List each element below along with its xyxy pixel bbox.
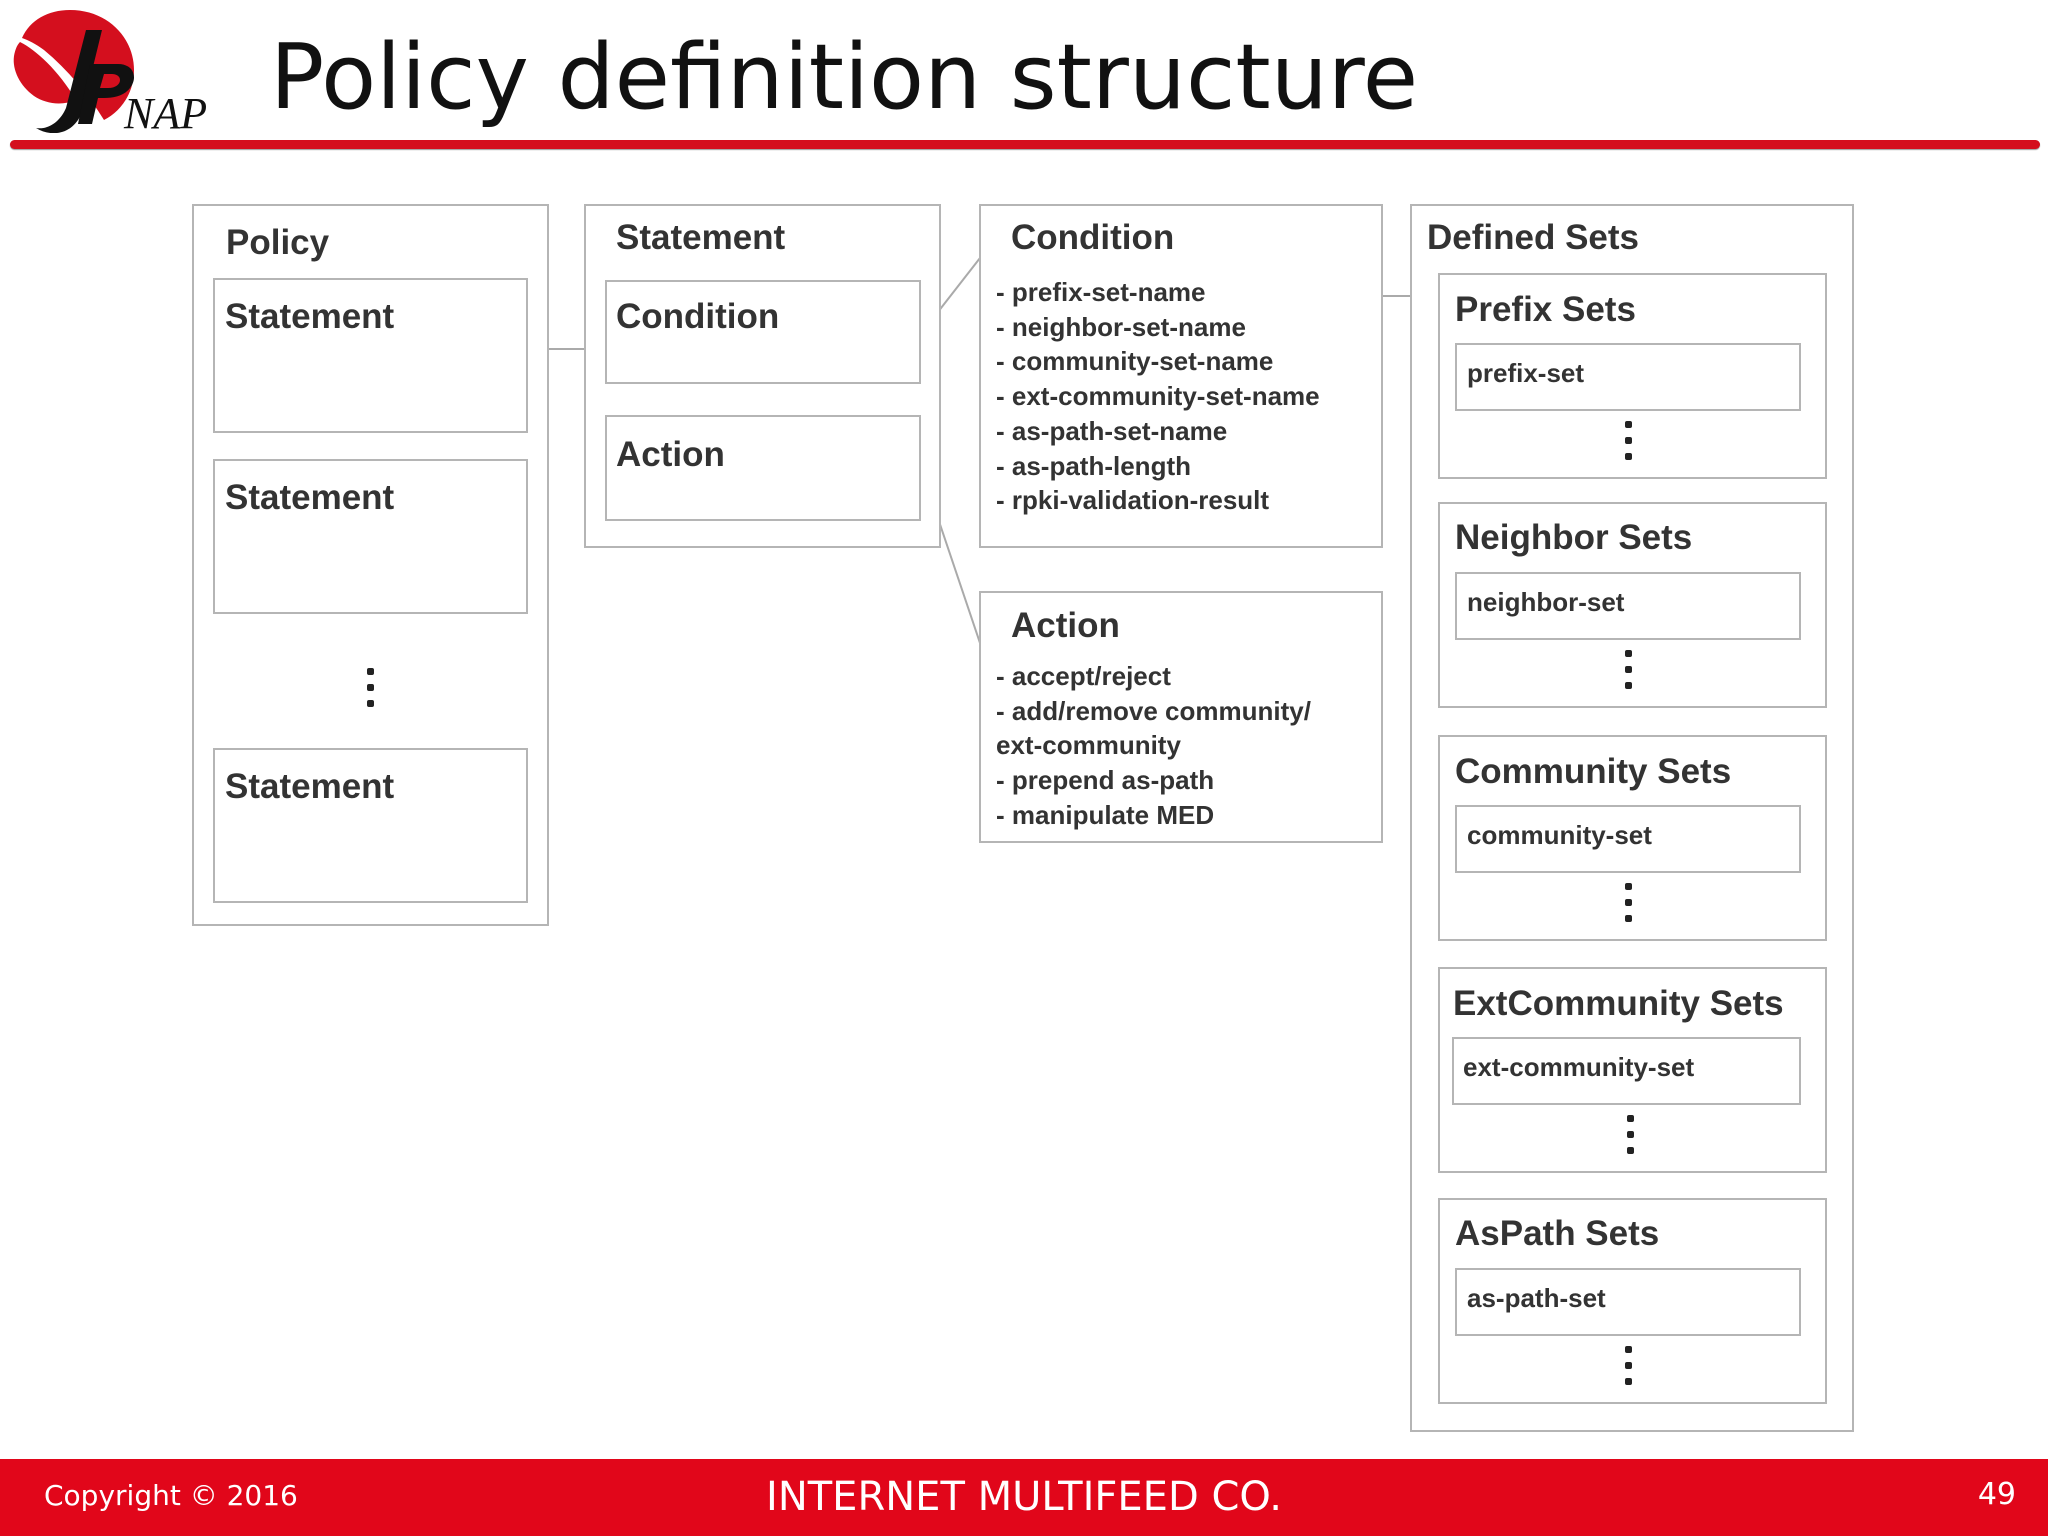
- action-item-list: [996, 659, 1311, 833]
- condition-detail-label: Condition: [1011, 218, 1175, 257]
- statement-condition-label: Condition: [616, 297, 780, 336]
- neighbor-sets-label: Neighbor Sets: [1455, 518, 1693, 557]
- condition-item: - rpki-validation-result: [996, 485, 1270, 516]
- action-item: - manipulate MED: [996, 799, 1215, 830]
- footer-copyright: Copyright © 2016: [44, 1479, 298, 1512]
- community-set-item: community-set: [1467, 820, 1652, 850]
- prefix-sets-label: Prefix Sets: [1455, 290, 1636, 329]
- action-item: - prepend as-path: [996, 765, 1215, 796]
- policy-statement-label-3: Statement: [225, 767, 395, 806]
- extcommunity-sets-label: ExtCommunity Sets: [1453, 984, 1784, 1023]
- condition-item: - community-set-name: [996, 346, 1274, 377]
- condition-item: - as-path-length: [996, 450, 1191, 481]
- policy-statement-label-1: Statement: [225, 297, 395, 336]
- aspath-set-item: as-path-set: [1467, 1283, 1606, 1313]
- defined-sets-label: Defined Sets: [1427, 218, 1639, 257]
- footer-bar: [0, 1459, 2048, 1536]
- condition-item-list: [996, 275, 1320, 518]
- slide-page-number: 49: [1977, 1477, 2016, 1512]
- condition-item: - as-path-set-name: [996, 415, 1228, 446]
- policy-statement-label-2: Statement: [225, 478, 395, 517]
- action-item: - add/remove community/: [996, 695, 1311, 726]
- condition-item: - ext-community-set-name: [996, 381, 1320, 412]
- statement-label: Statement: [616, 218, 786, 257]
- action-item: ext-community: [996, 730, 1181, 761]
- neighbor-set-item: neighbor-set: [1467, 587, 1625, 617]
- condition-item: - prefix-set-name: [996, 277, 1206, 307]
- aspath-sets-label: AsPath Sets: [1455, 1214, 1660, 1253]
- policy-label: Policy: [226, 223, 330, 262]
- community-sets-ellipsis: [1625, 883, 1633, 927]
- prefix-sets-ellipsis: [1625, 421, 1633, 465]
- neighbor-sets-ellipsis: [1625, 650, 1633, 694]
- condition-item: - neighbor-set-name: [996, 311, 1246, 342]
- community-sets-label: Community Sets: [1455, 752, 1732, 791]
- svg-text:NAP: NAP: [124, 89, 208, 133]
- prefix-set-item: prefix-set: [1467, 358, 1585, 388]
- policy-ellipsis: [367, 668, 375, 712]
- action-detail-label: Action: [1011, 606, 1120, 645]
- slide-title: Policy definition structure: [270, 25, 1419, 130]
- extcommunity-set-item: ext-community-set: [1463, 1052, 1695, 1082]
- statement-action-label: Action: [616, 435, 725, 474]
- extcommunity-sets-ellipsis: [1627, 1115, 1635, 1159]
- action-item: - accept/reject: [996, 661, 1171, 691]
- aspath-sets-ellipsis: [1625, 1346, 1633, 1390]
- footer-company: INTERNET MULTIFEED CO.: [766, 1474, 1282, 1520]
